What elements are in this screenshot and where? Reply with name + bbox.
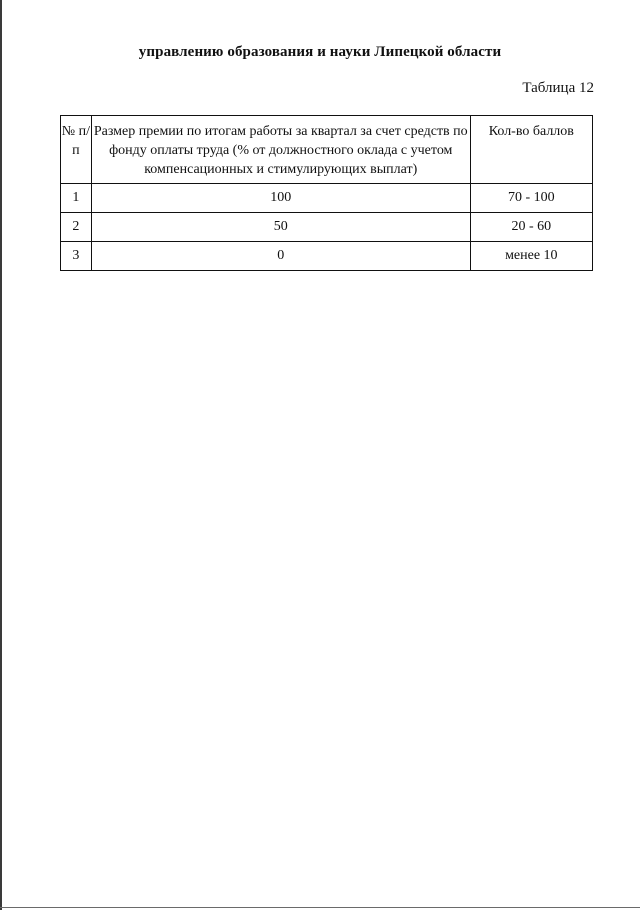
header-number: № п/п [61,116,92,184]
row-points: менее 10 [470,242,592,271]
scan-left-edge [0,0,2,910]
header-points: Кол-во баллов [470,116,592,184]
row-bonus-size: 50 [91,213,470,242]
row-number: 2 [61,213,92,242]
table-row [61,213,593,242]
row-number: 1 [61,184,92,213]
row-number: 3 [61,242,92,271]
row-bonus-size: 0 [91,242,470,271]
bonus-table [60,115,593,271]
table-row [61,242,593,271]
scan-bottom-edge [0,907,640,908]
table-row [61,184,593,213]
document-heading: управлению образования и науки Липецкой области [138,44,502,60]
row-bonus-size: 100 [91,184,470,213]
row-points: 70 - 100 [470,184,592,213]
row-points: 20 - 60 [470,213,592,242]
header-bonus-size: Размер премии по итогам работы за квартал за счет средств по фонду оплаты труда (% от должностного оклада с учетом компенсационных и стимулирующих выплат) [91,116,470,184]
table-caption: Таблица 12 [522,80,594,96]
table-header-row [61,116,593,184]
